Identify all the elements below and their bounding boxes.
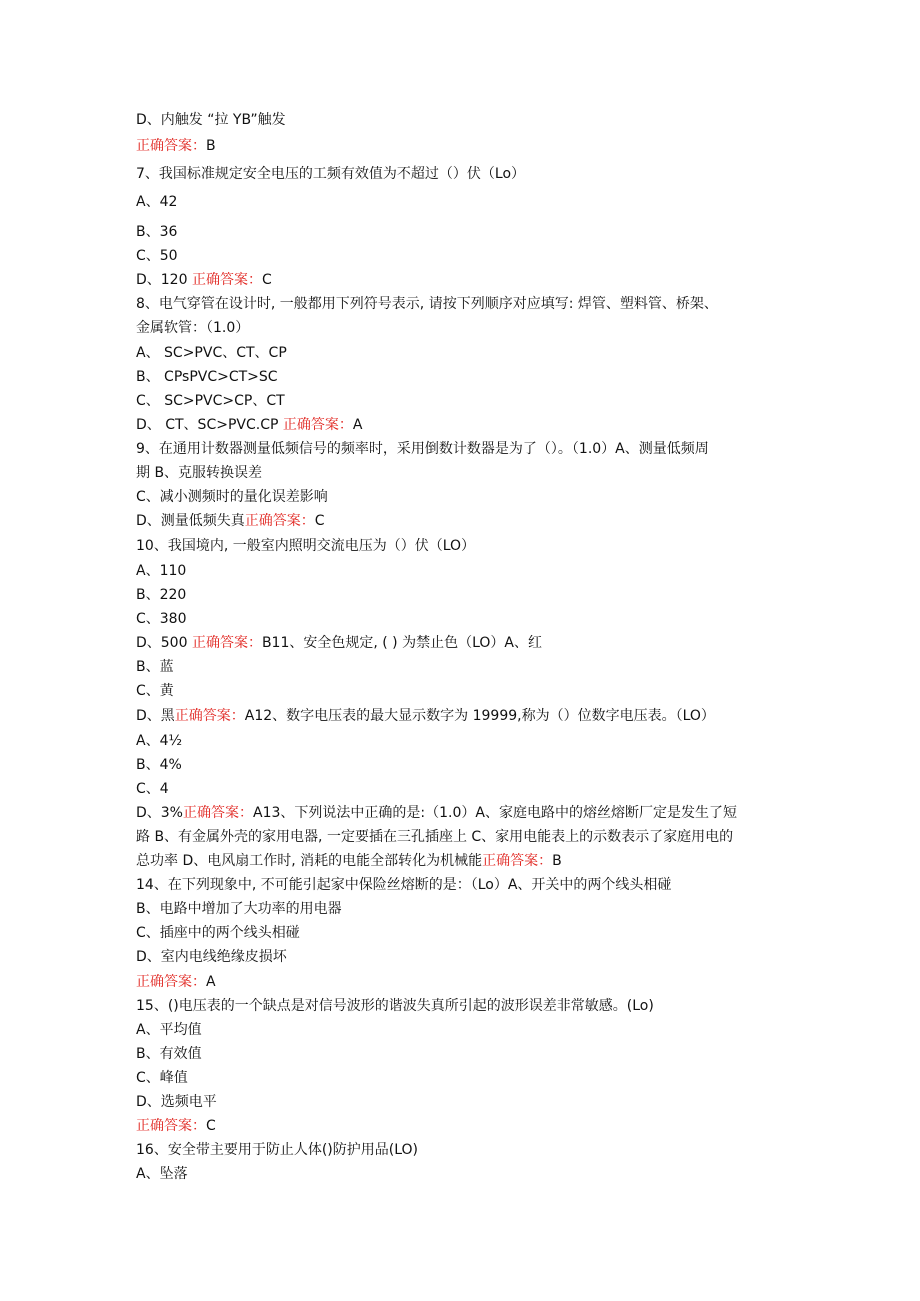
text-line <box>136 1164 800 1184</box>
text-segment: D、120 <box>136 272 192 288</box>
text-segment: B、4% <box>136 757 182 773</box>
answer-label: 正确答案： <box>191 272 262 288</box>
text-line <box>136 585 800 605</box>
text-line <box>136 827 800 847</box>
text-segment: 路 B、有金属外壳的家用电器, 一定要插在三孔插座上 C、家用电能表上的示数表示了家庭用电的 <box>136 829 734 845</box>
text-segment: 9、在通用计数器测量低频信号的频率时，采用倒数计数器是为了（）。（1.0）A、测量低频周 <box>136 441 709 457</box>
text-line <box>136 511 800 531</box>
text-segment: 14、在下列现象中, 不可能引起家中保险丝熔断的是：（Lo）A、开关中的两个线头相碰 <box>136 877 672 893</box>
text-segment: B <box>206 138 216 154</box>
text-line <box>136 1068 800 1088</box>
text-line <box>136 972 800 992</box>
text-line <box>136 875 800 895</box>
text-segment: C、减小测频时的量化误差影响 <box>136 489 328 505</box>
text-segment: C、380 <box>136 611 187 627</box>
text-segment: D、选频电平 <box>136 1094 217 1110</box>
text-segment: B、220 <box>136 587 187 603</box>
answer-label: 正确答案： <box>136 1118 206 1134</box>
text-segment: B、蓝 <box>136 659 174 675</box>
text-line <box>136 779 800 799</box>
text-line <box>136 609 800 629</box>
text-segment: 10、我国境内, 一般室内照明交流电压为（）伏（LO） <box>136 538 476 554</box>
text-line <box>136 343 800 363</box>
text-segment: C、4 <box>136 781 169 797</box>
text-segment: D、黑 <box>136 708 175 724</box>
text-line <box>136 367 800 387</box>
text-line <box>136 1092 800 1112</box>
text-segment: 7、我国标准规定安全电压的工频有效值为不超过（）伏（Lo） <box>136 166 526 182</box>
text-segment: A <box>352 417 363 433</box>
text-segment: D、 CT、SC>PVC.CP <box>136 417 283 433</box>
text-line <box>136 681 800 701</box>
text-line <box>136 318 800 338</box>
text-segment: A、42 <box>136 194 178 210</box>
text-segment: 总功率 D、电风扇工作时, 消耗的电能全部转化为机械能 <box>136 853 483 869</box>
text-segment: 金属软管：（1.0） <box>136 320 250 336</box>
text-segment: B、有效值 <box>136 1046 202 1062</box>
text-segment: D、500 <box>136 635 192 651</box>
text-line <box>136 755 800 775</box>
text-line <box>136 561 800 581</box>
text-segment: A12、数字电压表的最大显示数字为 19999,称为（）位数字电压表。（LO） <box>244 708 715 724</box>
text-segment: D、室内电线绝缘皮损坏 <box>136 949 287 965</box>
text-line <box>136 192 800 212</box>
answer-label: 正确答案： <box>174 708 245 724</box>
text-segment: D、内触发 “拉 YB”触发 <box>136 112 286 128</box>
text-segment: C <box>206 1118 216 1134</box>
text-segment: C、峰值 <box>136 1070 188 1086</box>
text-line <box>136 536 800 556</box>
text-line <box>136 633 800 653</box>
text-line <box>136 415 800 435</box>
text-segment: A、平均值 <box>136 1022 202 1038</box>
text-line <box>136 996 800 1016</box>
text-line <box>136 294 800 314</box>
text-segment: D、测量低频失真 <box>136 513 245 529</box>
text-segment: C、50 <box>136 248 178 264</box>
answer-label: 正确答案： <box>136 138 206 154</box>
text-segment: A <box>206 974 216 990</box>
answer-label: 正确答案： <box>282 417 353 433</box>
text-segment: C、 SC>PVC>CP、CT <box>136 393 285 409</box>
text-segment: C <box>261 272 272 288</box>
text-line <box>136 947 800 967</box>
text-line <box>136 222 800 242</box>
text-line <box>136 1116 800 1136</box>
text-line <box>136 164 800 184</box>
text-line <box>136 803 800 823</box>
text-segment: B <box>552 853 562 869</box>
text-segment: D、3% <box>136 805 183 821</box>
text-line <box>136 246 800 266</box>
answer-label: 正确答案： <box>244 513 315 529</box>
text-segment: 8、电气穿管在设计时, 一般都用下列符号表示, 请按下列顺序对应填写: 焊管、塑料管、桥架、 <box>136 296 718 312</box>
text-segment: C、黄 <box>136 683 174 699</box>
text-line <box>136 851 800 871</box>
text-line <box>136 391 800 411</box>
text-line <box>136 1140 800 1160</box>
text-line <box>136 463 800 483</box>
text-segment: 16、安全带主要用于防止人体()防护用品(LO) <box>136 1142 418 1158</box>
text-segment: A、 SC>PVC、CT、CP <box>136 345 287 361</box>
text-line <box>136 899 800 919</box>
text-line <box>136 1020 800 1040</box>
text-line <box>136 706 800 726</box>
text-segment: B、36 <box>136 224 178 240</box>
text-segment: 15、()电压表的一个缺点是对信号波形的谐波失真所引起的波形误差非常敏感。(Lo) <box>136 998 654 1014</box>
text-segment: A、4½ <box>136 733 183 749</box>
text-line <box>136 1044 800 1064</box>
answer-label: 正确答案： <box>136 974 206 990</box>
text-segment: C、插座中的两个线头相碰 <box>136 925 300 941</box>
answer-label: 正确答案： <box>183 805 253 821</box>
text-line <box>136 731 800 751</box>
text-line <box>136 487 800 507</box>
text-segment: A13、下列说法中正确的是:（1.0）A、家庭电路中的熔丝熔断厂定是发生了短 <box>253 805 737 821</box>
text-segment: A、坠落 <box>136 1166 188 1182</box>
text-segment: B11、安全色规定, ( ) 为禁止色（LO）A、红 <box>261 635 542 651</box>
text-line <box>136 439 800 459</box>
text-segment: B、电路中增加了大功率的用电器 <box>136 901 342 917</box>
answer-label: 正确答案： <box>191 635 262 651</box>
text-line <box>136 136 800 156</box>
text-segment: C <box>314 513 325 529</box>
text-line <box>136 270 800 290</box>
text-line <box>136 110 800 130</box>
text-segment: 期 B、克服转换误差 <box>136 465 263 481</box>
text-line <box>136 923 800 943</box>
answer-label: 正确答案： <box>482 853 553 869</box>
text-segment: B、 CPsPVC>CT>SC <box>136 369 278 385</box>
text-line <box>136 657 800 677</box>
text-segment: A、110 <box>136 563 187 579</box>
